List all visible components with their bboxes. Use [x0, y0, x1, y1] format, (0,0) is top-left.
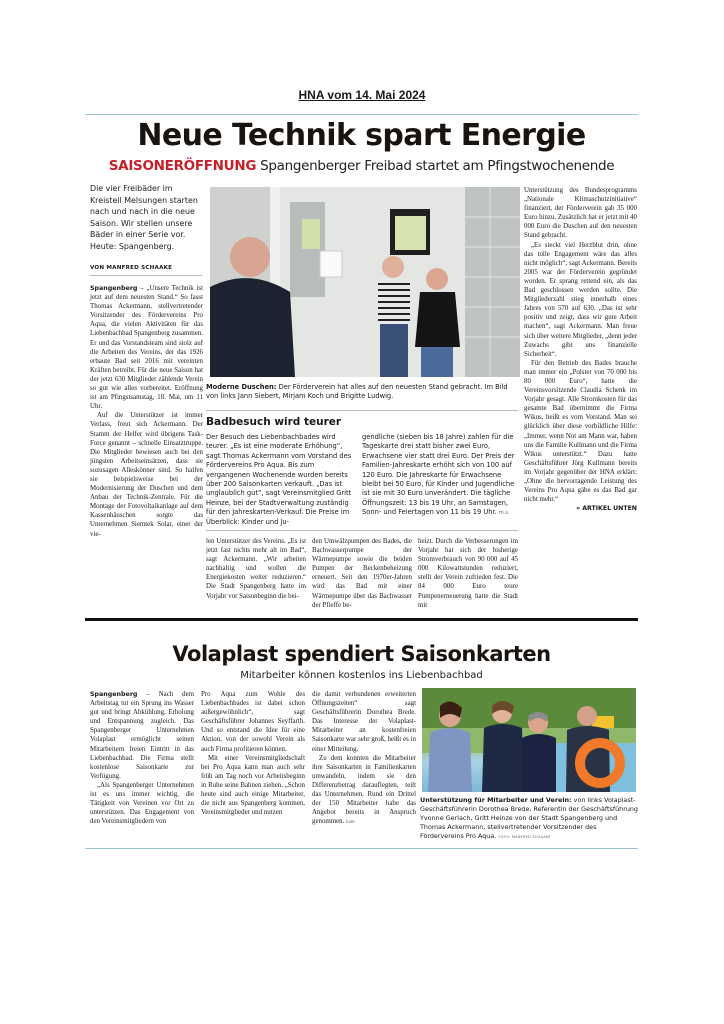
article1-column-3	[312, 537, 412, 610]
showers-photo-illustration	[210, 187, 520, 377]
signature: kam	[346, 820, 355, 826]
paragraph: – „Unsere Technik ist jetzt auf dem neuesten Stand.“ So fasst Thomas Ackermann, stellvertretender Vorsitzender des Fördervereins Pro Aqua, die vielen Aktivitäten für das Liebenbachbad Spangenberg zusammen. Er und das Vorstandsteam sind stolz auf die Arbeiten des Vereins, der das 1926 erbaute Bad seit 2016 mit vereinten Kräften betreibt. Für die neue Saison hat der jetzt 630 Mitglieder zählende Verein so gut wie alles vorbereitet. Eröffnung ist am Pfingstsamstag, 18. Mai, um 11 Uhr.	[90, 285, 203, 411]
caption-text: von links Volaplast-Geschäftsführerin Dorothea Brede, Referentin der Geschäftsführung Yvonne Gerlach, Gritt Heinze von der Stadt Spangenberg und Thomas Ackermann, stellvertretender Vorsitzender des Fördervereins Pro Aqua.	[420, 796, 638, 840]
paragraph: Für den Betrieb des Bades brauche man immer ein „Polster von 70 000 bis 80 000 Euro“, hatte die Vereinsvorsitzende Claudia Schenk im Vorjahr gesagt. Alle Stromkosten für das gesamte Bad übernimmt die Firma Wikus, heißt es vom Vorstand. Man sei glücklich über diese vorbildliche Hilfe: „Immer, wenn Not am Mann war, haben uns die Familie Kullmann und die Firma Wikus unterstützt.“ Dazu hatte Geschäftsführer Jörg Kullmann bereits im Vorjahr gegenüber der HNA erklärt: „Ohne die hervorragende Leistung des Vereins Pro Aqua gäbe es das Bad gar nicht mehr.“	[524, 359, 637, 504]
paragraph: „Es steckt viel Herzblut drin, ohne das tolle Engagement wäre das alles nicht möglich“, sagt Ackermann. Bereits 2005 war der Förderverein gegründet worden. Er sprang rettend ein, als das Bad geschlossen werden sollte. Die Mitgliederzahl stieg innerhalb eines Jahres von 570 auf 630. „Das ist sehr positiv und zeigt, dass wir gute Arbeit machen“, sagt Ackermann. Man freue sich über weitere Mitglieder, „denn jeder Zuwachs gibt uns finanzielle Sicherheit“.	[524, 241, 637, 358]
article-separator	[85, 618, 638, 621]
paragraph: Auf die Unterstützer ist immer Verlass, freut sich Ackermann. Der Stamm der Helfer wird übrigens Task-Force genannt – schnelle Einsatztruppe. Die Mitglieder bewiesen auch bei den jüngsten Arbeitseinsätzen, dass sie sozusagen Alleskönner sind. So halfen sie beispielsweise bei der Modernisierung der Duschen und dem Anbau der Technik-Zentrale. Für die Montage der Fotovoltaikanlage auf dem Kassenhäuschen sorgte das Unternehmen Siemtek Solar, einer der vie-	[90, 412, 203, 538]
paragraph: len Unterstützer des Vereins. „Es ist jetzt fast nichts mehr alt im Bad“, sagt Ackermann. „Wir arbeiten nachhaltig und wollen die Energiekosten weiter reduzieren.“ Die Stadt Spangenberg hatte im Vorjahr vor Saisonbeginn die bei-	[206, 538, 306, 600]
paragraph: „Als Spangenberger Unternehmen ist es uns immer wichtig, die Tätigkeit von Vereinen vor Ort zu unterstützen. Das Engagement von den Vereinsmitgliedern von	[90, 781, 194, 826]
continue-reference: » ARTIKEL UNTEN	[576, 505, 637, 513]
article-intro: Die vier Freibäder im Kreisteil Melsungen starten nach und nach in die neue Saison. Wir stellen unsere Bäder in einer Serie vor. Heute: Spangenberg.	[90, 184, 198, 251]
paragraph: die damit verbundenen erweiterten Öffnungszeiten“ sagt Geschäftsführerin Dorothea Brede. Das Interesse der Volaplast-Mitarbeiter an kostenfreien Saisonkarte war sehr groß, heißt es in einer Mitteilung.	[312, 691, 416, 753]
headline-article-2: Volaplast spendiert Saisonkarten	[172, 642, 551, 666]
date-line: HNA vom 14. Mai 2024	[298, 88, 426, 102]
kicker: SAISONERÖFFNUNG	[108, 158, 257, 174]
article1-column-5	[524, 186, 637, 513]
paragraph: Zu dem konnten die Mitarbeiter ihre Saisonkarten in Familienkarten umwandeln, indem sie den Differenzbetrag darauflegten, teilt das Unternehmen. Rund ein Drittel der 150 Mitarbeiter habe das Angebot bereits in Anspruch genommen.	[312, 754, 416, 826]
divider	[206, 410, 518, 411]
photo-caption-volaplast	[420, 796, 638, 842]
paragraph: heizt. Durch die Verbesserungen im Vorjahr hat sich der bisherige Stromverbrauch von 90 000 auf 45 000 Kilowattstunden reduziert, stellt der Verein zufrieden fest. Die 84 000 Euro teure Pumpenerneuerung hatte die Stadt mit	[418, 538, 518, 609]
photo-showers	[210, 187, 520, 377]
dateline: Spangenberg	[90, 285, 138, 292]
divider	[206, 530, 518, 531]
photo-volaplast-group	[422, 688, 636, 792]
infobox-title: Badbesuch wird teurer	[206, 416, 342, 428]
caption-text: Der Förderverein hat alles auf den neuesten Stand gebracht. Im Bild von links Jann Siebert, Mirjam Koch und Brigitte Ludwig.	[206, 383, 508, 401]
article2-column-3	[312, 690, 416, 827]
paragraph: den Umwälzpumpen des Bades, die Bachwasserpumpe der Wärmepumpe sowie die beiden Pumpen der Beckenbeheizung erneuert. Seit den 1970er-Jahren wird das Bad mit einer Wärmepumpe über das Bachwasser der Pfieffe be-	[312, 538, 412, 609]
bottom-divider	[85, 848, 638, 849]
article2-column-1	[90, 690, 194, 826]
photo-caption-showers	[206, 383, 518, 402]
infobox-left-text: Der Besuch des Liebenbachbades wird teurer. „Es ist eine moderate Erhöhung“, sagt Thomas Ackermann vom Vorstand des Fördervereins Pro Aqua. Bis zum vergangenen Wochenende wurden bereits über 200 Saisonkarten verkauft. „Das ist unglaublich gut“, sagt Vereinsmitglied Gritt Heinze, bei der Stadtverwaltung zuständig für den Jahreskarten-Verkauf. Die Preise im Überblick: Kinder und Ju-	[206, 433, 352, 526]
paragraph: Mit einer Vereinsmitgliedschaft bei Pro Aqua kann man auch sehr früh am Tag noch vor Arbeitsbeginn in Ruhe seine Bahnen ziehen. „Schon heute sind auch einige Mitarbeiter, die nicht aus Spangenberg kommen, Vereinsmitglieder und nutzen	[201, 754, 305, 817]
subheadline-text: Spangenberger Freibad startet am Pfingstwochenende	[260, 158, 615, 174]
article1-column-1	[90, 284, 203, 539]
caption-lead: Unterstützung für Mitarbeiter und Verein:	[420, 796, 572, 804]
subheadline-article-1	[85, 158, 638, 174]
author-byline: VON MANFRED SCHAAKE	[90, 265, 202, 276]
infobox-signature: m.s.	[498, 510, 510, 517]
infobox-right-body: gendliche (sieben bis 18 Jahre) zahlen für die Tageskarte drei statt bisher zwei Euro, Erwachsene vier statt drei Euro. Der Preis der Familien-Jahreskarte erhöht sich von 100 auf 120 Euro. Die Jahreskarte für Erwachsene bleibt bei 50 Euro, für Kinder und Jugendliche ist sie mit 30 Euro unverändert. Die tägliche Öffnungszeit: 13 bis 19 Uhr, an Samstagen, Sonn- und Feiertagen von 11 bis 19 Uhr.	[362, 433, 515, 517]
group-photo-illustration	[422, 688, 636, 792]
paragraph: Unterstützung des Bundesprogramms „Nationale Klimaschutzinitiative“ finanziert, der Förderverein gab 35 000 Euro hinzu. Zusätzlich hat er jetzt mit 40 000 Euro die Duschen auf den neuesten Stand gebracht.	[524, 187, 637, 240]
top-divider	[85, 114, 638, 115]
photo-credit: FOTO: MANFRED SCHAAKE	[498, 834, 551, 839]
paragraph: Pro Aqua zum Wohle des Liebenbachbades ist dabei schon außergewöhnlich“, sagt Geschäftsführer Johannes Seyffarth. Und so entstand die Idee für eine Aktion, von der sowohl Verein als auch Firma profitieren können.	[201, 691, 305, 753]
article1-column-4	[418, 537, 518, 610]
dateline: Spangenberg	[90, 691, 138, 698]
subheadline-article-2: Mitarbeiter können kostenlos ins Liebenbachbad	[240, 670, 483, 681]
infobox-right-text	[362, 433, 520, 519]
paragraph: – Nach dem Arbeitstag tut ein Sprung ins Wasser gut und bringt Abkühlung, Erholung und Entspannung zugleich. Das Spangenberger Unternehmen Volaplast ermöglicht seinen Mitarbeitern freien Eintritt in das Liebenbachbad. Die Firma stellt kostenlose Saisonkarte zur Verfügung.	[90, 691, 194, 780]
article1-column-2	[206, 537, 306, 601]
headline-article-1: Neue Technik spart Energie	[137, 118, 586, 153]
caption-lead: Moderne Duschen:	[206, 383, 277, 391]
article2-column-2	[201, 690, 305, 817]
